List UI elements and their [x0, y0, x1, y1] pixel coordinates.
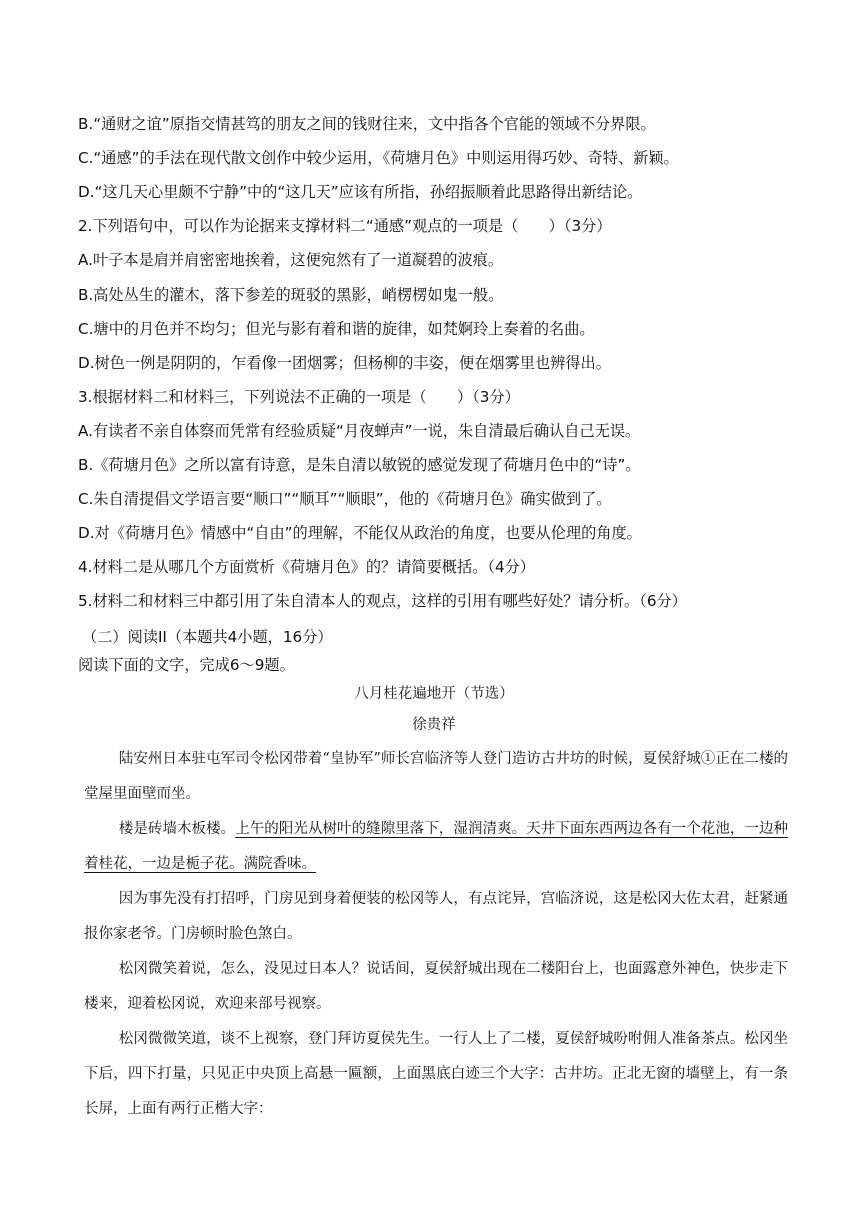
- q3-option-d: D.对《荷塘月色》情感中“自由”的理解，不能仅从政治的角度，也要从伦理的角度。: [78, 524, 642, 542]
- story-title: 八月桂花遍地开（节选）: [354, 686, 514, 702]
- q3-option-c: C.朱自清提倡文学语言要“顺口”“顺耳”“顺眼”，他的《荷塘月色》确实做到了。: [78, 490, 612, 508]
- q2-option-d: D.树色一例是阴阴的，乍看像一团烟雾；但杨柳的丰姿，便在烟雾里也辨得出。: [78, 354, 611, 372]
- section-heading: （二）阅读II（本题共4小题，16分）: [82, 628, 333, 646]
- story-paragraph-3: 因为事先没有打招呼，门房见到身着便装的松冈等人，有点诧异，宫临济说，这是松冈大佐太君，赶紧通报你家老爷。门房顿时脸色煞白。: [84, 891, 788, 942]
- q2-stem: 2.下列语句中，可以作为论据来支撑材料二“通感”观点的一项是（ ）（3分）: [78, 217, 612, 235]
- story-paragraph-2-lead: 楼是砖墙木板楼。: [118, 821, 236, 837]
- story-paragraph-1: 陆安州日本驻屯军司令松冈带着“皇协军”师长宫临济等人登门造访古井坊的时候，夏侯舒城①正在二楼的堂屋里面壁而坐。: [84, 751, 788, 802]
- underlined-passage: 上午的阳光从树叶的缝隙里落下，湿润清爽。天井下面东西两边各有一个花池，一边种着桂花，一边是栀子花。满院香味。: [84, 821, 789, 872]
- q3-option-a: A.有读者不亲自体察而凭常有经验质疑“月夜蝉声”一说，朱自清最后确认自己无误。: [78, 422, 641, 440]
- q1-option-c: C.“通感”的手法在现代散文创作中较少运用，《荷塘月色》中则运用得巧妙、奇特、新颖。: [78, 149, 679, 167]
- q2-option-c: C.塘中的月色并不均匀；但光与影有着和谐的旋律，如梵婀玲上奏着的名曲。: [78, 320, 595, 338]
- story-paragraph-2: [84, 812, 788, 882]
- q1-option-b: B.“通财之谊”原指交情甚笃的朋友之间的钱财往来，文中指各个官能的领域不分界限。: [78, 115, 656, 133]
- q4: 4.材料二是从哪几个方面赏析《荷塘月色》的？请简要概括。（4分）: [78, 558, 535, 576]
- reading-instruction: 阅读下面的文字，完成6～9题。: [78, 656, 295, 674]
- q5: 5.材料二和材料三中都引用了朱自清本人的观点，这样的引用有哪些好处？请分析。（6分）: [78, 592, 687, 610]
- q3-stem: 3.根据材料二和材料三，下列说法不正确的一项是（ ）（3分）: [78, 388, 520, 406]
- q2-option-a: A.叶子本是肩并肩密密地挨着，这便宛然有了一道凝碧的波痕。: [78, 251, 504, 269]
- story-author: 徐贵祥: [412, 717, 456, 733]
- story-paragraph-4: 松冈微笑着说，怎么，没见过日本人？说话间，夏侯舒城出现在二楼阳台上，也面露意外神色，快步走下楼来，迎着松冈说，欢迎来部号视察。: [84, 961, 788, 1012]
- q3-option-b: B.《荷塘月色》之所以富有诗意，是朱自清以敏锐的感觉发现了荷塘月色中的“诗”。: [78, 456, 641, 474]
- q2-option-b: B.高处丛生的灌木，落下参差的斑驳的黑影，峭楞楞如鬼一般。: [78, 286, 504, 304]
- q1-option-d: D.“这几天心里颇不宁静”中的“这几天”应该有所指，孙绍振顺着此思路得出新结论。: [78, 183, 643, 201]
- story-paragraph-5: 松冈微微笑道，谈不上视察，登门拜访夏侯先生。一行人上了二楼，夏侯舒城吩咐佣人准备茶点。松冈坐下后，四下打量，只见正中央顶上高悬一匾额，上面黑底白迹三个大字：古井坊。正北无窗的墙壁上，有一条长屏，上面有两行正楷大字：: [84, 1031, 788, 1117]
